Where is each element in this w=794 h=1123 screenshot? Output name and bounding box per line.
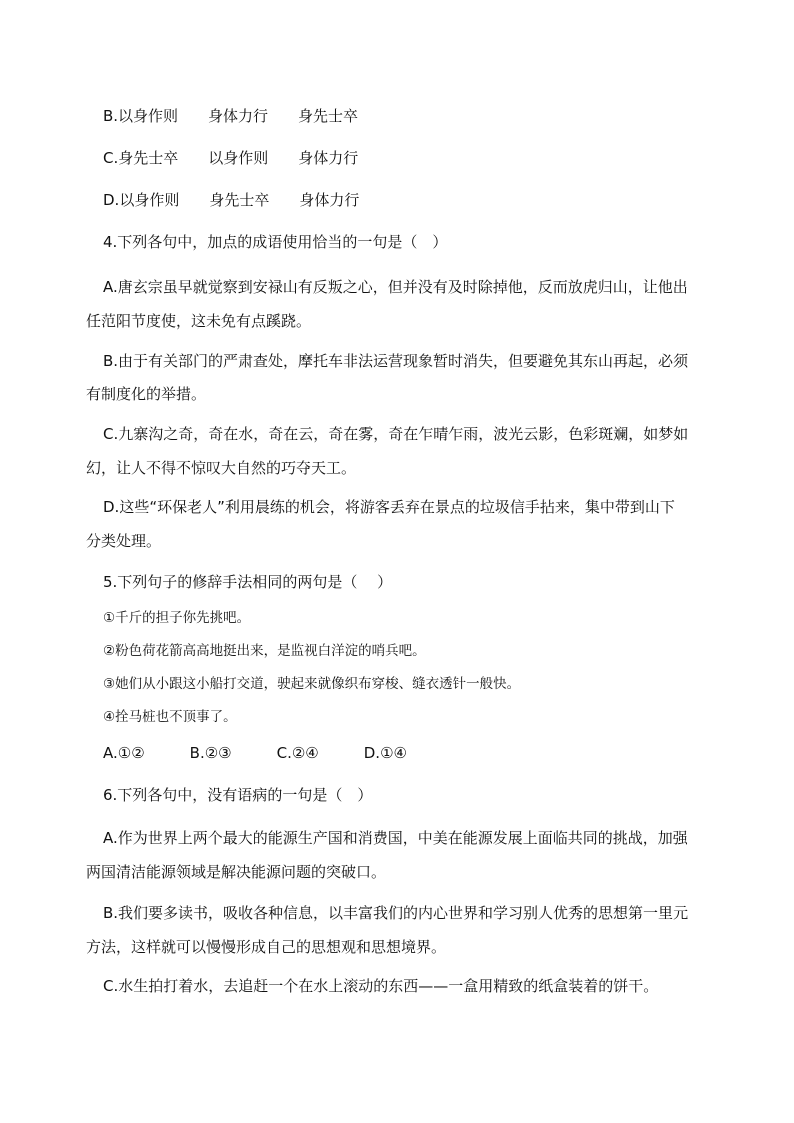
q6-option-b-line1: B.我们要多读书，吸收各种信息，以丰富我们的内心世界和学习别人优秀的思想第一里元 <box>103 904 689 922</box>
q4-option-b-line2: 有制度化的举措。 <box>86 385 207 403</box>
option-c-q3: C.身先士卒 以身作则 身体力行 <box>103 149 359 167</box>
q5-sentence-3: ③她们从小跟这小船打交道，驶起来就像织布穿梭、缝衣透针一般快。 <box>103 676 521 692</box>
q4-option-d-line2: 分类处理。 <box>86 532 162 550</box>
q4-option-d-line1: D.这些“环保老人”利用晨练的机会，将游客丢弃在景点的垃圾信手拈来，集中带到山下 <box>103 498 675 516</box>
q5-sentence-2: ②粉色荷花箭高高地挺出来，是监视白洋淀的哨兵吧。 <box>103 643 426 659</box>
question-5: 5.下列句子的修辞手法相同的两句是（ ） <box>103 573 393 591</box>
q5-options: A.①② B.②③ C.②④ D.①④ <box>103 744 407 762</box>
q4-option-c-line2: 幻，让人不得不惊叹大自然的巧夺天工。 <box>86 459 357 477</box>
q5-sentence-1: ①千斤的担子你先挑吧。 <box>103 610 251 626</box>
q4-option-a-line2: 任范阳节度使，这未免有点蹊跷。 <box>86 312 312 330</box>
q6-option-a-line1: A.作为世界上两个最大的能源生产国和消费国，中美在能源发展上面临共同的挑战，加强 <box>103 829 688 847</box>
q4-option-a-line1: A.唐玄宗虽早就觉察到安禄山有反叛之心，但并没有及时除掉他，反而放虎归山，让他出 <box>103 278 688 296</box>
q6-option-c-line1: C.水生拍打着水，去追赶一个在水上滚动的东西——一盒用精致的纸盒装着的饼干。 <box>103 977 659 995</box>
q6-option-b-line2: 方法，这样就可以慢慢形成自己的思想观和思想境界。 <box>86 938 447 956</box>
question-4: 4.下列各句中，加点的成语使用恰当的一句是（ ） <box>103 233 448 251</box>
q6-option-a-line2: 两国清洁能源领域是解决能源问题的突破口。 <box>86 863 387 881</box>
q4-option-b-line1: B.由于有关部门的严肃查处，摩托车非法运营现象暂时消失，但要避免其东山再起，必须 <box>103 352 689 370</box>
question-6: 6.下列各句中，没有语病的一句是（ ） <box>103 786 373 804</box>
q5-sentence-4: ④拴马桩也不顶事了。 <box>103 709 237 725</box>
option-d-q3: D.以身作则 身先士卒 身体力行 <box>103 191 360 209</box>
option-b-q3: B.以身作则 身体力行 身先士卒 <box>103 107 359 125</box>
q4-option-c-line1: C.九寨沟之奇，奇在水，奇在云，奇在雾，奇在乍晴乍雨，波光云影，色彩斑斓，如梦如 <box>103 425 689 443</box>
